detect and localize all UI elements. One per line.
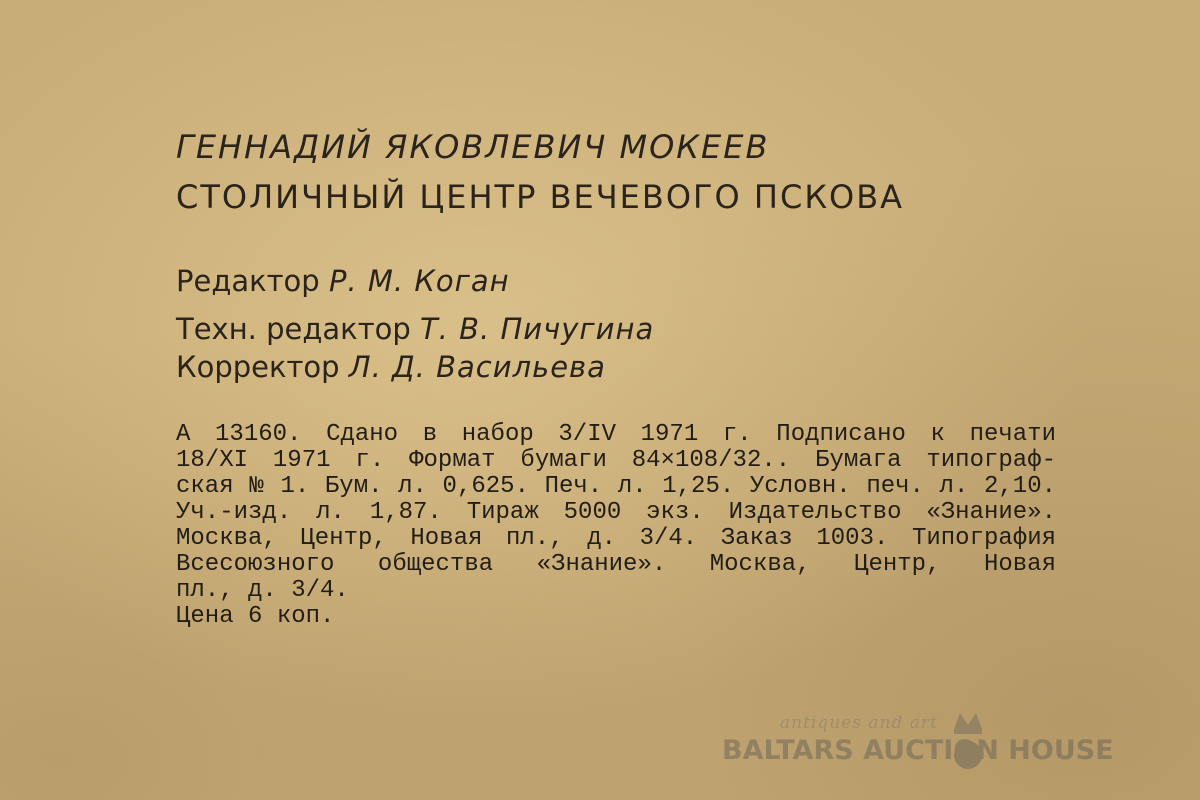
imprint-block [176, 422, 1056, 630]
credit-tech-editor [176, 312, 654, 346]
imprint-line: пл., д. 3/4. [176, 577, 349, 604]
imprint-line: А 13160. Сдано в набор 3/IV 1971 г. Подписано к печати [176, 421, 1056, 448]
book-title: СТОЛИЧНЫЙ ЦЕНТР ВЕЧЕВОГО ПСКОВА [176, 178, 905, 216]
watermark-brand: BALTARS AUCTION HOUSE [722, 735, 1114, 766]
credit-proofreader [176, 350, 606, 384]
imprint-line: 18/XI 1971 г. Формат бумаги 84×108/32.. Бумага типограф- [176, 447, 1056, 474]
credit-person: Л. Д. Васильева [348, 350, 606, 384]
imprint-line: Уч.-изд. л. 1,87. Тираж 5000 экз. Издательство «Знание». [176, 499, 1056, 526]
watermark-tagline: antiques and art [780, 713, 938, 733]
credit-role: Техн. редактор [176, 312, 411, 346]
credit-editor [176, 264, 510, 298]
author-name: ГЕННАДИЙ ЯКОВЛЕВИЧ МОКЕЕВ [176, 128, 770, 166]
imprint-line: Москва, Центр, Новая пл., д. 3/4. Заказ 1003. Типография [176, 525, 1056, 552]
credit-person: Р. М. Коган [328, 264, 510, 298]
price-line: Цена 6 коп. [176, 603, 335, 630]
credit-role: Корректор [176, 350, 340, 384]
watermark [720, 705, 1120, 785]
imprint-line: ская № 1. Бум. л. 0,625. Печ. л. 1,25. Условн. печ. л. 2,10. [176, 473, 1056, 500]
credit-person: Т. В. Пичугина [419, 312, 655, 346]
credit-role: Редактор [176, 264, 320, 298]
imprint-line: Всесоюзного общества «Знание». Москва, Центр, Новая [176, 551, 1056, 578]
